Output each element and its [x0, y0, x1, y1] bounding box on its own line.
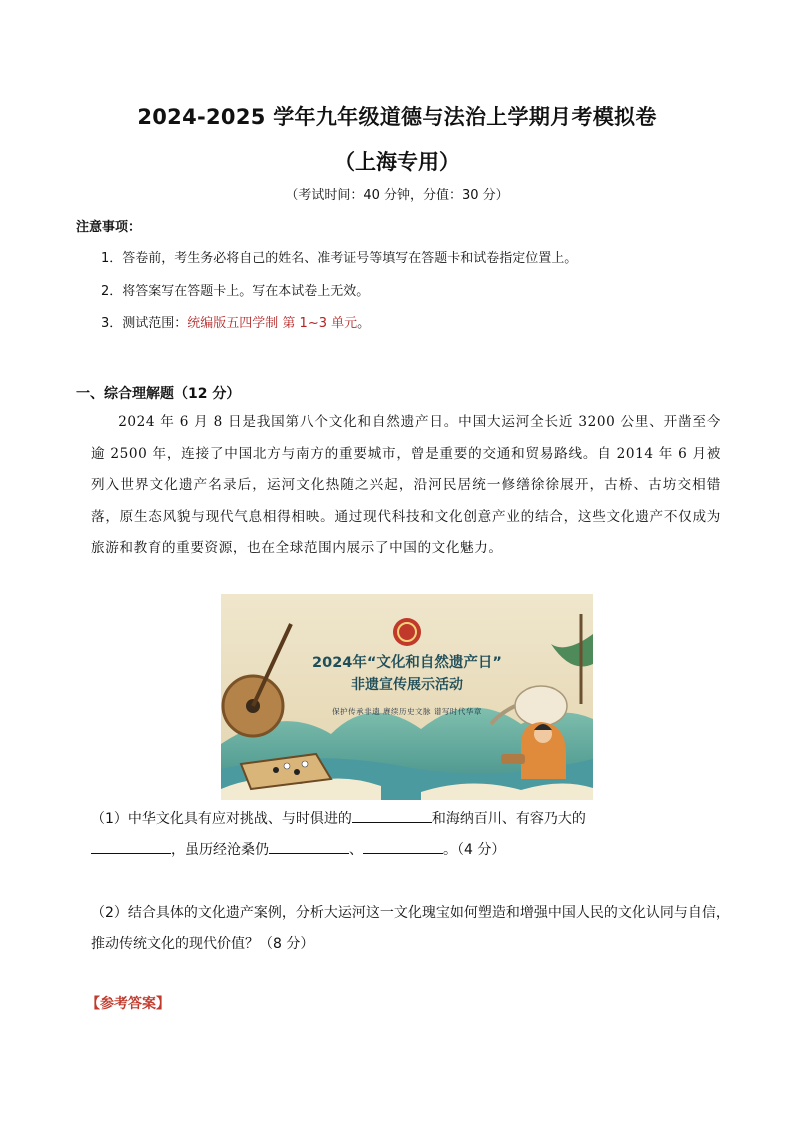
- q1-text-3: ，虽历经沧桑仍: [171, 842, 269, 858]
- notice-item-1: 1．答卷前，考生务必将自己的姓名、准考证号等填写在答题卡和试卷指定位置上。: [101, 251, 578, 266]
- poster-title: 2024年“文化和自然遗产日”: [312, 655, 502, 671]
- notice-heading: 注意事项：: [76, 220, 142, 235]
- answer-blank-4[interactable]: [363, 838, 443, 854]
- poster-subtitle: 非遗宣传展示活动: [351, 677, 463, 693]
- test-range: 统编版五四学制 第 1~3 单元: [187, 316, 358, 331]
- poster-illustration: [221, 594, 593, 800]
- heritage-day-poster: [221, 594, 593, 800]
- exam-info: （考试时间：40 分钟，分值：30 分）: [285, 188, 509, 203]
- poster-slogan: 保护传承非遗 赓续历史文脉 谱写时代华章: [332, 707, 482, 716]
- exam-title: 2024-2025 学年九年级道德与法治上学期月考模拟卷: [137, 105, 657, 129]
- answer-blank-1[interactable]: [352, 807, 432, 823]
- exam-subtitle: （上海专用）: [334, 150, 460, 174]
- q1-text-1: （1）中华文化具有应对挑战、与时俱进的: [91, 811, 352, 827]
- notice-item-3-prefix: 3．测试范围：: [101, 316, 188, 331]
- q1-text-2: 和海纳百川、有容乃大的: [431, 811, 586, 827]
- q1-text-5: 。（4 分）: [443, 842, 506, 858]
- answer-blank-2[interactable]: [91, 838, 171, 854]
- section-heading: 一、综合理解题（12 分）: [76, 386, 241, 402]
- q1-text-4: 、: [349, 842, 363, 858]
- question-2: （2）结合具体的文化遗产案例，分析大运河这一文化瑰宝如何塑造和增强中国人民的文化认同与自信，推动传统文化的现代价值？（8 分）: [91, 905, 730, 952]
- answer-blank-3[interactable]: [269, 838, 349, 854]
- question-1: [91, 804, 731, 866]
- section-paragraph: 2024 年 6 月 8 日是我国第八个文化和自然遗产日。中国大运河全长近 3200 公里、开凿至今逾 2500 年，连接了中国北方与南方的重要城市，曾是重要的交通和贸易路线。自 2014 年 6 月被列入世界文化遗产名录后，运河文化热随之兴起，沿河民居统一修缮徐徐展开，古桥、古坊交相错落，原生态风貌与现代气息相得相映。通过现代科技和文化创意产业的结合，这些文化遗产不仅成为旅游和教育的重要资源，也在全球范围内展示了中国的文化魅力。: [91, 414, 721, 557]
- notice-item-3: [101, 312, 370, 331]
- notice-item-2: 2．将答案写在答题卡上。写在本试卷上无效。: [101, 284, 370, 299]
- reference-answer-label: 【参考答案】: [86, 996, 170, 1012]
- notice-item-3-suffix: 。: [357, 316, 371, 331]
